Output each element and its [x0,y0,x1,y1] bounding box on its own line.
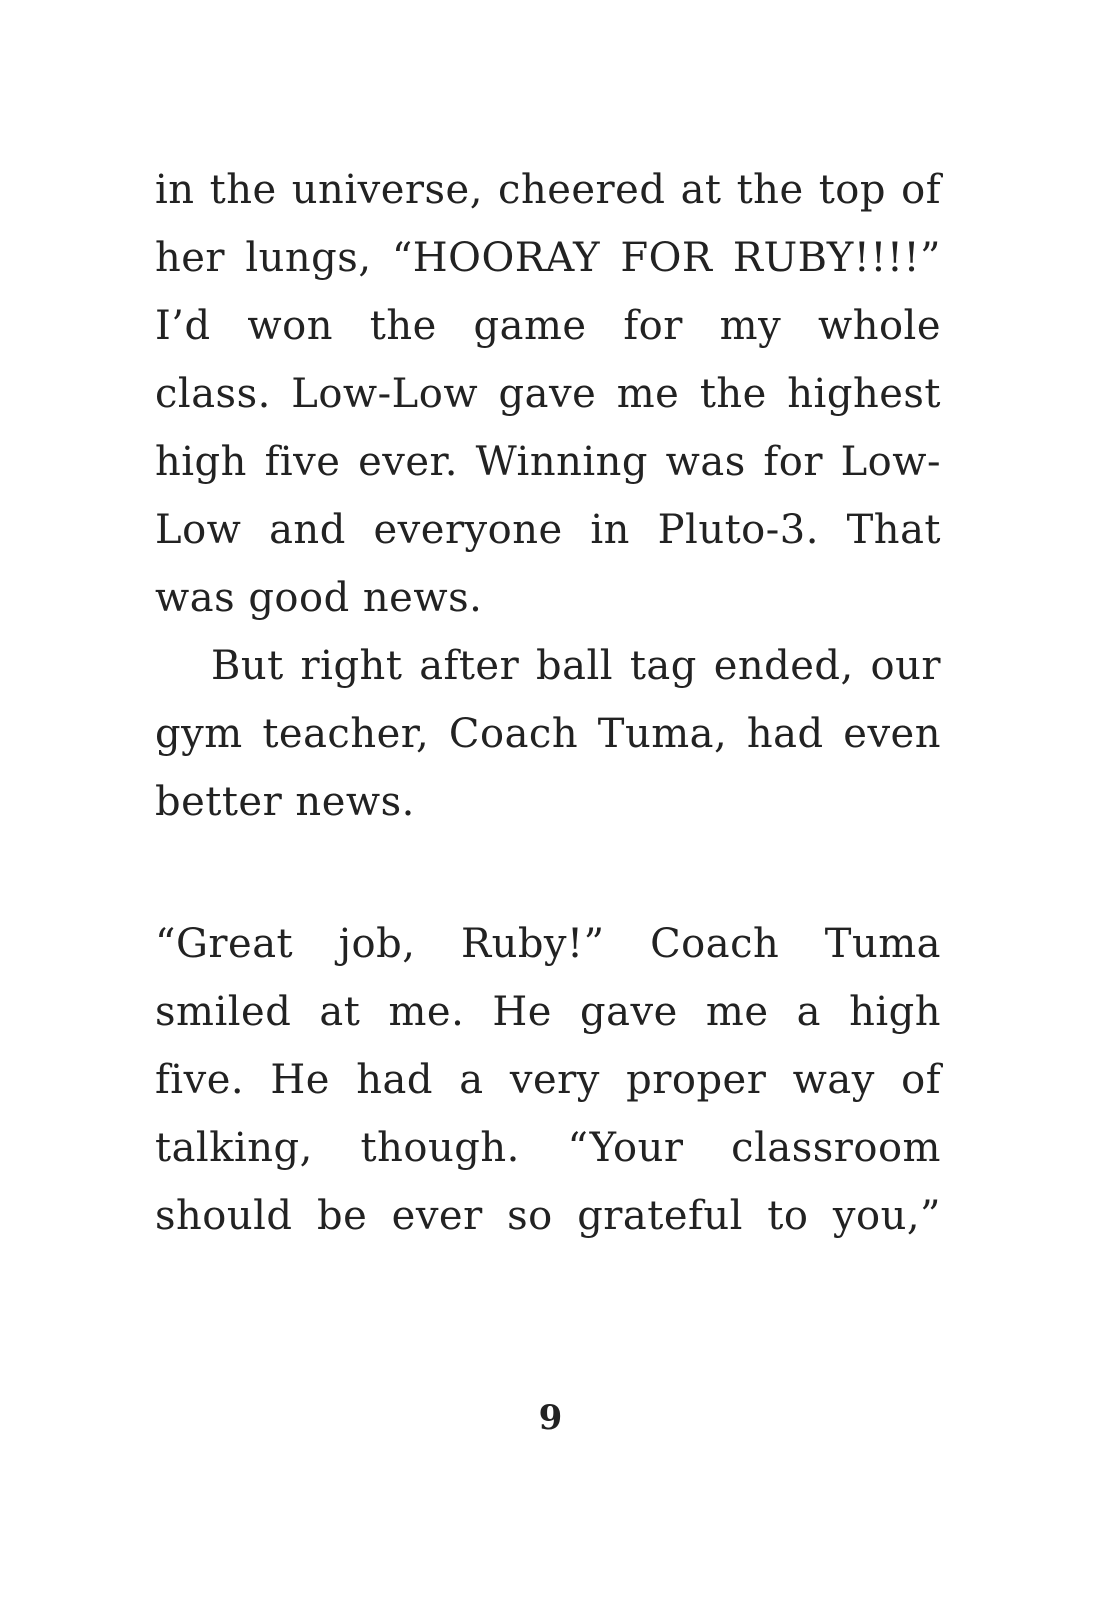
text-line: But right after ball tag ended, our [211,643,941,689]
text-line: talking, though. “Your classroom [155,1125,941,1171]
text-line: high five ever. Winning was for Low- [155,439,941,485]
text-section-1 [155,156,941,836]
text-line: Low and everyone in Pluto-3. That [155,507,941,553]
text-section-2 [155,910,941,1250]
text-line: gym teacher, Coach Tuma, had even [155,711,941,757]
text-line: was good news. [155,575,483,621]
text-line: in the universe, cheered at the top of [155,167,941,213]
text-line: better news. [155,779,415,825]
page-number: 9 [538,1398,563,1438]
text-line: class. Low-Low gave me the highest [155,371,941,417]
text-line: her lungs, “HOORAY FOR RUBY!!!!” [155,235,941,281]
text-line: should be ever so grateful to you,” [155,1193,941,1239]
text-line: smiled at me. He gave me a high [155,989,941,1035]
text-line: five. He had a very proper way of [155,1057,941,1103]
text-line: I’d won the game for my whole [155,303,941,349]
text-line: “Great job, Ruby!” Coach Tuma [155,921,941,967]
